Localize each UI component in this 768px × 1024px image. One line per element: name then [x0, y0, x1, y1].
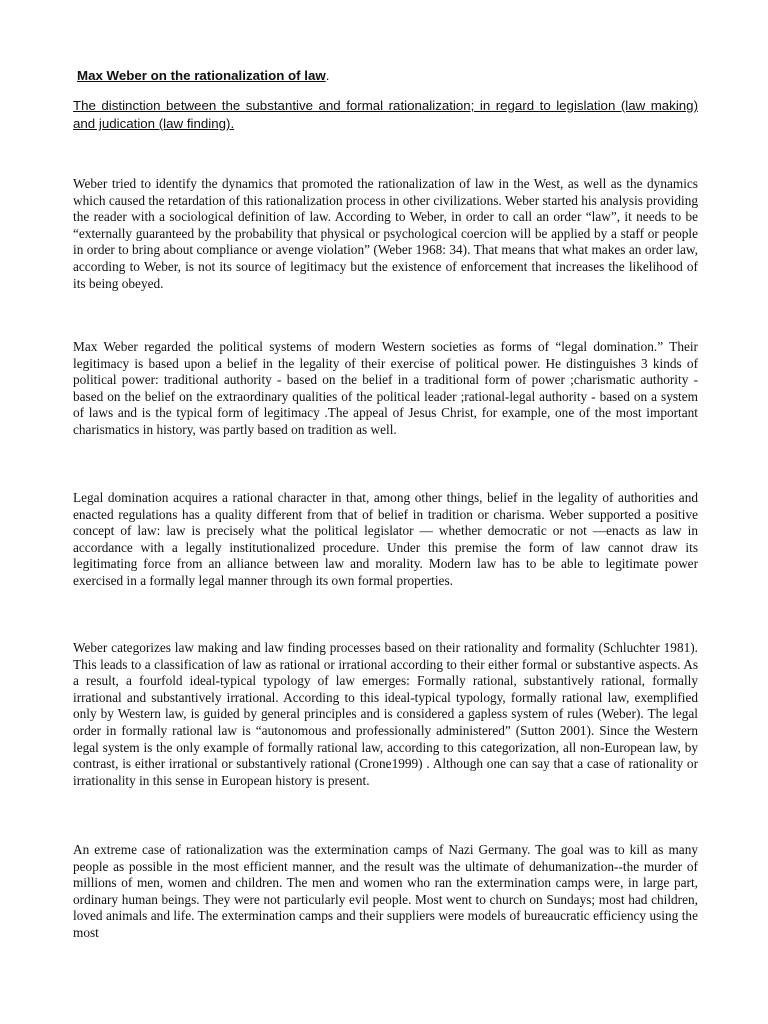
- paragraph-3: Legal domination acquires a rational character in that, among other things, belief in the legality of authorities and enacted regulations has a quality different from that of belief in tradition or charisma. Weber supported a positive concept of law: law is precisely what the political legislator — whether democratic or not —enacts as law in accordance with a legally institutionalized procedure. Under this premise the form of law cannot draw its legitimating force from an alliance between law and morality. Modern law has to be able to legitimate power exercised in a formally legal manner through its own formal properties.: [73, 490, 698, 588]
- document-subtitle: The distinction between the substantive and formal rationalization; in regard to legislation (law making) and judication (law finding).: [73, 98, 698, 131]
- paragraph-5: An extreme case of rationalization was the extermination camps of Nazi Germany. The goal was to kill as many people as possible in the most efficient manner, and the result was the ultimate of dehumanization--the murder of millions of men, women and children. The men and women who ran the extermination camps were, in large part, ordinary human beings. They were not particularly evil people. Most went to church on Sundays; most had children, loved animals and life. The extermination camps and their suppliers were models of bureaucratic efficiency using the most: [73, 842, 698, 940]
- document-title-period: .: [325, 68, 330, 83]
- paragraph-1: Weber tried to identify the dynamics that promoted the rationalization of law in the West, as well as the dynamics which caused the retardation of this rationalization process in other civilizations. Weber started his analysis providing the reader with a sociological definition of law. According to Weber, in order to call an order “law”, it needs to be “externally guaranteed by the probability that physical or psychological coercion will be applied by a staff or people in order to bring about compliance or avenge violation” (Weber 1968: 34). That means that what makes an order law, according to Weber, is not its source of legitimacy but the existence of enforcement that increases the likelihood of its being obeyed.: [73, 176, 698, 291]
- paragraph-2: Max Weber regarded the political systems of modern Western societies as forms of “legal domination.” Their legitimacy is based upon a belief in the legality of their exercise of political power. He distinguishes 3 kinds of political power: traditional authority - based on the belief in a traditional form of power ;charismatic authority - based on the belief on the extraordinary qualities of the political leader ;rational-legal authority - based on a system of laws and is the typical form of legitimacy .The appeal of Jesus Christ, for example, one of the most important charismatics in history, was partly based on tradition as well.: [73, 339, 698, 437]
- document-title: [77, 67, 697, 85]
- document-title-text: Max Weber on the rationalization of law: [77, 68, 326, 83]
- paragraph-4: Weber categorizes law making and law finding processes based on their rationality and formality (Schluchter 1981). This leads to a classification of law as rational or irrational according to their either formal or substantive aspects. As a result, a fourfold ideal-typical typology of law emerges: Formally rational, substantively rational, formally irrational and substantively irrational. According to this ideal-typical typology, formally rational law, exemplified only by Western law, is guided by general principles and is considered a gapless system of rules (Weber). The legal order in formally rational law is “autonomous and professionally administered” (Sutton 2001). Since the Western legal system is the only example of formally rational law, according to this categorization, all non-European law, by contrast, is either irrational or substantively rational (Crone1999) . Although one can say that a case of rationality or irrationality in this sense in European history is present.: [73, 640, 698, 788]
